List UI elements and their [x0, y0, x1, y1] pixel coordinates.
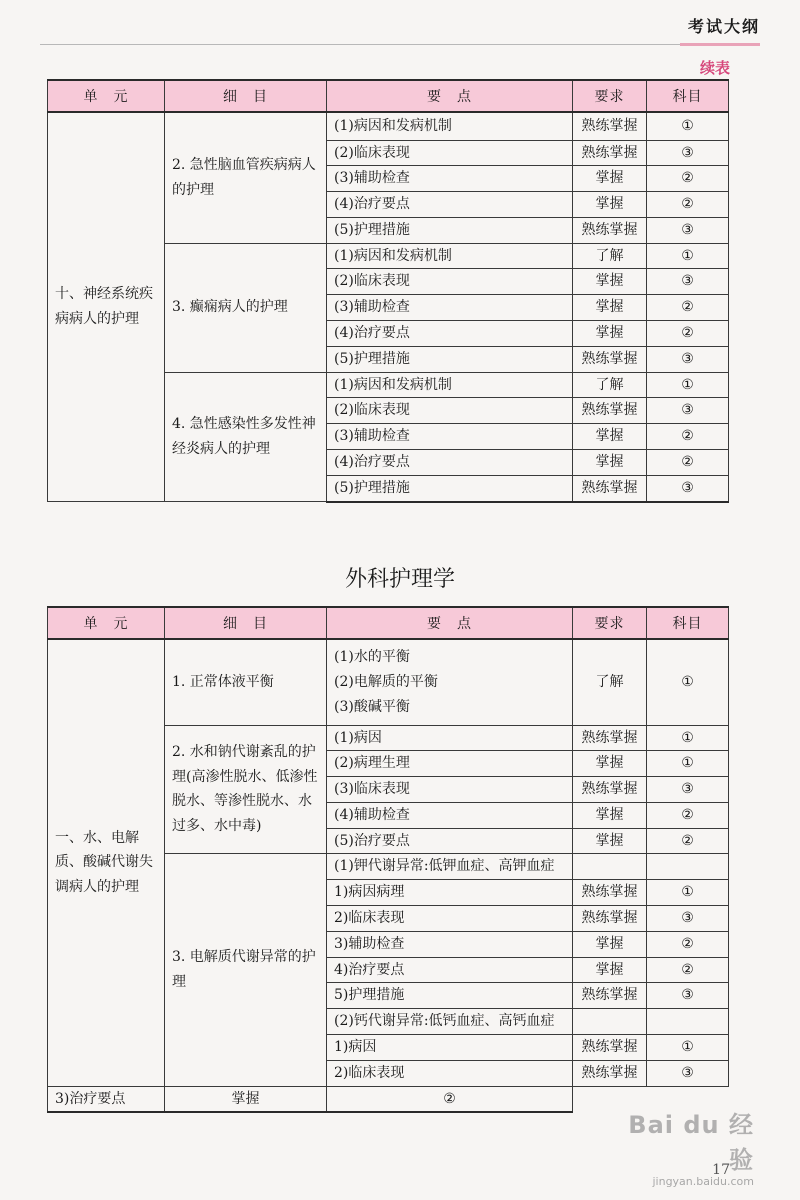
requirement-cell: 熟练掌握 [573, 346, 647, 372]
point-cell: 2)临床表现 [327, 1060, 573, 1086]
col-header-points: 要 点 [327, 607, 573, 639]
requirement-cell: 掌握 [573, 828, 647, 854]
subject-cell: ② [647, 295, 729, 321]
point-cell: (1)病因和发病机制 [327, 243, 573, 269]
table-row [48, 639, 729, 725]
point-cell: (4)治疗要点 [327, 321, 573, 347]
requirement-cell: 熟练掌握 [573, 1035, 647, 1061]
requirement-cell: 熟练掌握 [573, 983, 647, 1009]
subject-cell: ① [647, 1035, 729, 1061]
point-cell: (1)病因 [327, 725, 573, 751]
subject-cell: ① [647, 639, 729, 725]
subject-cell: ③ [647, 777, 729, 803]
col-header-unit: 单 元 [48, 80, 165, 112]
subject-cell: ① [647, 112, 729, 140]
subject-cell-empty [647, 854, 729, 880]
requirement-cell: 掌握 [573, 192, 647, 218]
subject-cell: ③ [647, 475, 729, 501]
requirement-cell: 掌握 [573, 802, 647, 828]
requirement-cell-empty [573, 854, 647, 880]
point-cell: (1)病因和发病机制 [327, 112, 573, 140]
subject-cell: ③ [647, 1060, 729, 1086]
col-header-unit: 单 元 [48, 607, 165, 639]
requirement-cell: 掌握 [573, 450, 647, 476]
requirement-cell: 熟练掌握 [573, 1060, 647, 1086]
point-cell: (3)辅助检查 [327, 295, 573, 321]
point-cell: 1)病因 [327, 1035, 573, 1061]
watermark-url: jingyan.baidu.com [652, 1175, 754, 1188]
point-cell: (2)病理生理 [327, 751, 573, 777]
header-title: 考试大纲 [687, 17, 760, 36]
point-line: (2)电解质的平衡 [334, 673, 438, 690]
subject-cell: ② [647, 424, 729, 450]
table-row [48, 112, 729, 140]
subject-cell: ② [647, 957, 729, 983]
requirement-cell: 掌握 [573, 321, 647, 347]
subtopic-cell: 4. 急性感染性多发性神经炎病人的护理 [165, 372, 327, 501]
point-cell: (5)护理措施 [327, 475, 573, 501]
subject-cell: ③ [647, 140, 729, 166]
subtopic-cell: 2. 急性脑血管疾病病人的护理 [165, 112, 327, 243]
subject-cell: ③ [647, 346, 729, 372]
subject-cell: ② [647, 802, 729, 828]
subject-cell: ② [647, 166, 729, 192]
point-cell: (1)钾代谢异常:低钾血症、高钾血症 [327, 854, 573, 880]
subject-cell-empty [647, 1009, 729, 1035]
subject-cell: ③ [647, 906, 729, 932]
point-line: (3)酸碱平衡 [334, 698, 410, 715]
point-cell: (5)护理措施 [327, 346, 573, 372]
page-number: 17 [712, 1162, 730, 1178]
subject-cell: ① [647, 243, 729, 269]
point-cell: (2)钙代谢异常:低钙血症、高钙血症 [327, 1009, 573, 1035]
requirement-cell: 了解 [573, 243, 647, 269]
point-cell: (2)临床表现 [327, 140, 573, 166]
baidu-jingyan-logo: Bai du 经验 [628, 1111, 754, 1174]
watermark [614, 1105, 754, 1188]
point-cell: (4)辅助检查 [327, 802, 573, 828]
subject-cell: ② [647, 192, 729, 218]
col-header-subject: 科目 [647, 80, 729, 112]
point-cell-group [327, 639, 573, 725]
subject-cell: ③ [647, 217, 729, 243]
col-header-points: 要 点 [327, 80, 573, 112]
col-header-subject: 科目 [647, 607, 729, 639]
requirement-cell: 熟练掌握 [573, 217, 647, 243]
point-cell: 5)护理措施 [327, 983, 573, 1009]
continued-label: 续表 [699, 59, 730, 77]
col-header-requirement: 要求 [573, 80, 647, 112]
requirement-cell: 熟练掌握 [573, 725, 647, 751]
point-line: (1)水的平衡 [334, 649, 410, 666]
requirement-cell: 掌握 [573, 295, 647, 321]
point-cell: (3)临床表现 [327, 777, 573, 803]
subject-cell: ③ [647, 398, 729, 424]
syllabus-table-neurology [47, 79, 729, 503]
subject-cell: ② [647, 450, 729, 476]
requirement-cell: 掌握 [573, 269, 647, 295]
unit-cell: 十、神经系统疾病病人的护理 [48, 112, 165, 502]
col-header-requirement: 要求 [573, 607, 647, 639]
requirement-cell: 掌握 [165, 1086, 327, 1112]
subject-cell: ② [327, 1086, 573, 1112]
subtopic-cell: 3. 电解质代谢异常的护理 [165, 854, 327, 1086]
subtopic-cell: 3. 癫痫病人的护理 [165, 243, 327, 372]
table-header-row [48, 607, 729, 639]
col-header-subtopic: 细 目 [165, 607, 327, 639]
requirement-cell: 熟练掌握 [573, 398, 647, 424]
point-cell: 3)治疗要点 [48, 1086, 165, 1112]
col-header-subtopic: 细 目 [165, 80, 327, 112]
point-cell: 3)辅助检查 [327, 931, 573, 957]
header-accent-bar [680, 43, 760, 46]
point-cell: (2)临床表现 [327, 269, 573, 295]
point-cell: (5)护理措施 [327, 217, 573, 243]
requirement-cell: 熟练掌握 [573, 140, 647, 166]
requirement-cell: 了解 [573, 639, 647, 725]
requirement-cell: 熟练掌握 [573, 112, 647, 140]
point-cell: (5)治疗要点 [327, 828, 573, 854]
requirement-cell: 熟练掌握 [573, 475, 647, 501]
requirement-cell: 掌握 [573, 751, 647, 777]
subject-cell: ② [647, 321, 729, 347]
requirement-cell: 熟练掌握 [573, 906, 647, 932]
requirement-cell: 了解 [573, 372, 647, 398]
point-cell: 4)治疗要点 [327, 957, 573, 983]
table-header-row [48, 80, 729, 112]
requirement-cell-empty [573, 1009, 647, 1035]
requirement-cell: 熟练掌握 [573, 777, 647, 803]
point-cell: (1)病因和发病机制 [327, 372, 573, 398]
point-cell: (3)辅助检查 [327, 424, 573, 450]
point-cell: (4)治疗要点 [327, 450, 573, 476]
requirement-cell: 掌握 [573, 166, 647, 192]
subject-cell: ③ [647, 269, 729, 295]
header-rule [40, 44, 760, 45]
point-cell: (2)临床表现 [327, 398, 573, 424]
subject-cell: ③ [647, 983, 729, 1009]
subtopic-cell: 2. 水和钠代谢紊乱的护理(高渗性脱水、低渗性脱水、等渗性脱水、水过多、水中毒) [165, 725, 327, 854]
point-cell: 1)病因病理 [327, 880, 573, 906]
syllabus-table-surgical [47, 606, 729, 1113]
requirement-cell: 掌握 [573, 957, 647, 983]
subject-cell: ① [647, 880, 729, 906]
subject-cell: ① [647, 751, 729, 777]
subject-cell: ② [647, 828, 729, 854]
requirement-cell: 熟练掌握 [573, 880, 647, 906]
point-cell: 2)临床表现 [327, 906, 573, 932]
unit-cell: 一、水、电解质、酸碱代谢失调病人的护理 [48, 639, 165, 1086]
subject-cell: ① [647, 725, 729, 751]
subject-cell: ① [647, 372, 729, 398]
subtopic-cell: 1. 正常体液平衡 [165, 639, 327, 725]
requirement-cell: 掌握 [573, 931, 647, 957]
point-cell: (3)辅助检查 [327, 166, 573, 192]
subject-cell: ② [647, 931, 729, 957]
section-title: 外科护理学 [344, 567, 455, 592]
point-cell: (4)治疗要点 [327, 192, 573, 218]
requirement-cell: 掌握 [573, 424, 647, 450]
